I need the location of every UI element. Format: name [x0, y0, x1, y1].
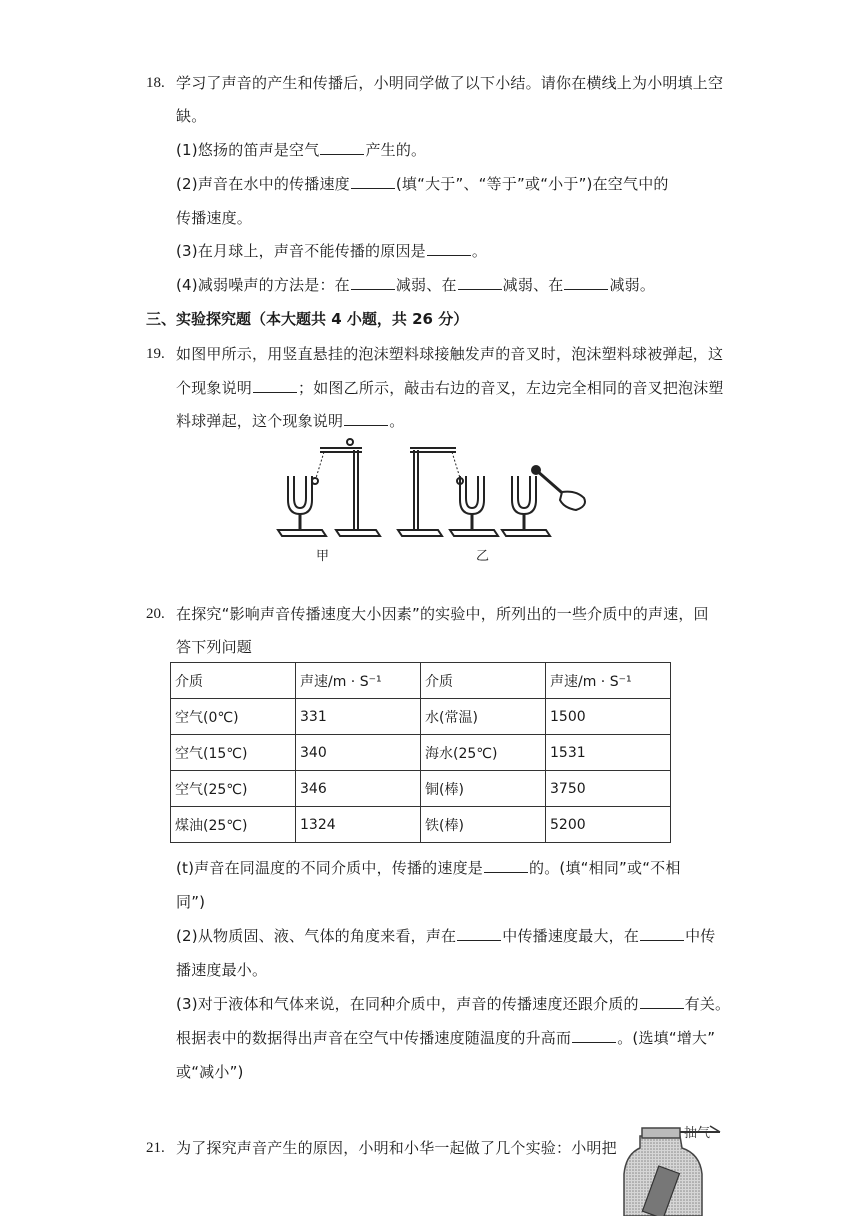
table-header-cell: 介质	[171, 663, 296, 699]
q20-part3	[176, 994, 730, 1014]
q19-line2-text-b: ；如图乙所示，敲击右边的音叉，左边完全相同的音叉把泡沫塑	[298, 379, 724, 397]
q18-line1: 学习了声音的产生和传播后，小明同学做了以下小结。请你在横线上为小明填上空	[176, 74, 724, 92]
answer-blank[interactable]	[458, 275, 502, 290]
answer-blank[interactable]	[427, 241, 471, 256]
table-cell: 煤油(25℃)	[171, 807, 296, 843]
table-cell: 铜(棒)	[421, 771, 546, 807]
q20-p3-text-d: 。(选填“增大”	[617, 1029, 716, 1047]
table-cell: 346	[296, 771, 421, 807]
table-cell: 3750	[546, 771, 671, 807]
figure-label-b: 乙	[476, 549, 490, 564]
q18-p4-text-a: (4)减弱噪声的方法是：在	[176, 276, 350, 294]
answer-blank[interactable]	[320, 140, 364, 155]
q18-p4-text-d: 减弱。	[609, 276, 656, 294]
q20-p3-text-e: 或“减小”)	[176, 1063, 244, 1081]
answer-blank[interactable]	[253, 378, 297, 393]
answer-blank[interactable]	[640, 994, 684, 1009]
table-cell: 331	[296, 699, 421, 735]
table-cell: 铁(棒)	[421, 807, 546, 843]
q18-part3	[176, 241, 487, 261]
answer-blank[interactable]	[351, 275, 395, 290]
q18-part4	[176, 275, 655, 295]
q20-p2-text-c: 中传	[685, 927, 716, 945]
q20-p2-text-d: 播速度最小。	[176, 961, 268, 979]
q20-line1: 在探究“影响声音传播速度大小因素”的实验中，所列出的一些介质中的声速，回	[176, 605, 709, 623]
q19-number: 19.	[146, 346, 165, 362]
table-cell: 1324	[296, 807, 421, 843]
table-cell: 空气(25℃)	[171, 771, 296, 807]
q19-line2-text-a: 个现象说明	[176, 379, 253, 397]
q20-p3-text-c: 根据表中的数据得出声音在空气中传播速度随温度的升高而	[176, 1029, 572, 1047]
q18-p4-text-b: 减弱、在	[395, 276, 457, 294]
q20-p1-text-b: 的。(填“相同”或“不相	[529, 859, 681, 877]
q18-p3-text-a: (3)在月球上，声音不能传播的原因是	[176, 242, 426, 260]
q18-p2-text-b: (填“大于”、“等于”或“小于”)在空气中的	[395, 175, 669, 193]
q18-p2-text-c: 传播速度。	[176, 209, 253, 227]
answer-blank[interactable]	[572, 1028, 616, 1043]
q20-number: 20.	[146, 606, 165, 622]
q18-p3-text-b: 。	[471, 242, 488, 260]
q19-line1: 如图甲所示，用竖直悬挂的泡沫塑料球接触发声的音叉时，泡沫塑料球被弹起，这	[176, 345, 724, 363]
q20-p2-text-a: (2)从物质固、液、气体的角度来看，声在	[176, 927, 457, 945]
q18-p2-text-a: (2)声音在水中的传播速度	[176, 175, 350, 193]
q20-part3-line2	[176, 1028, 715, 1048]
tuning-fork-figure	[270, 432, 600, 540]
q18-p1-text-a: (1)悠扬的笛声是空气	[176, 141, 320, 159]
q18-part2	[176, 174, 669, 194]
table-cell: 1531	[546, 735, 671, 771]
q19-line3-text-b: 。	[389, 412, 405, 430]
table-header-cell: 声速/m · S⁻¹	[296, 663, 421, 699]
bell-jar-figure	[620, 1118, 730, 1216]
q21-number: 21.	[146, 1140, 165, 1156]
table-row	[171, 771, 671, 807]
table-header-row	[171, 663, 671, 699]
answer-blank[interactable]	[640, 926, 684, 941]
q20-p1-text-a: (t)声音在同温度的不同介质中，传播的速度是	[176, 859, 483, 877]
q20-p2-text-b: 中传播速度最大，在	[502, 927, 640, 945]
q18-part1	[176, 140, 426, 160]
q19-line2	[176, 378, 724, 398]
table-header-cell: 介质	[421, 663, 546, 699]
table-cell: 空气(15℃)	[171, 735, 296, 771]
q20-p1-text-c: 同”)	[176, 893, 206, 911]
table-cell: 5200	[546, 807, 671, 843]
table-cell: 1500	[546, 699, 671, 735]
answer-blank[interactable]	[484, 858, 528, 873]
q18-number: 18.	[146, 75, 165, 91]
sound-speed-table	[170, 662, 671, 843]
q18-line2: 缺。	[176, 107, 207, 125]
answer-blank[interactable]	[351, 174, 395, 189]
q18-p4-text-c: 减弱、在	[502, 276, 564, 294]
q19-line3-text-a: 料球弹起，这个现象说明	[176, 412, 344, 430]
table-cell: 空气(0℃)	[171, 699, 296, 735]
answer-blank[interactable]	[457, 926, 501, 941]
table-header-cell: 声速/m · S⁻¹	[546, 663, 671, 699]
section-heading: 三、实验探究题（本大题共 4 小题，共 26 分）	[146, 310, 469, 328]
q20-part1	[176, 858, 681, 878]
answer-blank[interactable]	[344, 411, 388, 426]
table-row	[171, 807, 671, 843]
table-cell: 海水(25℃)	[421, 735, 546, 771]
q18-p1-text-b: 产生的。	[365, 141, 427, 159]
q20-part2	[176, 926, 715, 946]
table-row	[171, 699, 671, 735]
q21-line1: 为了探究声音产生的原因，小明和小华一起做了几个实验：小明把	[176, 1139, 617, 1157]
q20-line2: 答下列问题	[176, 638, 253, 656]
q20-p3-text-b: 有关。	[684, 995, 731, 1013]
table-cell: 水(常温)	[421, 699, 546, 735]
table-cell: 340	[296, 735, 421, 771]
table-row	[171, 735, 671, 771]
figure-label-a: 甲	[316, 549, 330, 564]
q20-p3-text-a: (3)对于液体和气体来说，在同种介质中，声音的传播速度还跟介质的	[176, 995, 639, 1013]
bell-jar-label: 抽气	[684, 1126, 711, 1141]
q19-line3	[176, 411, 404, 431]
answer-blank[interactable]	[564, 275, 608, 290]
